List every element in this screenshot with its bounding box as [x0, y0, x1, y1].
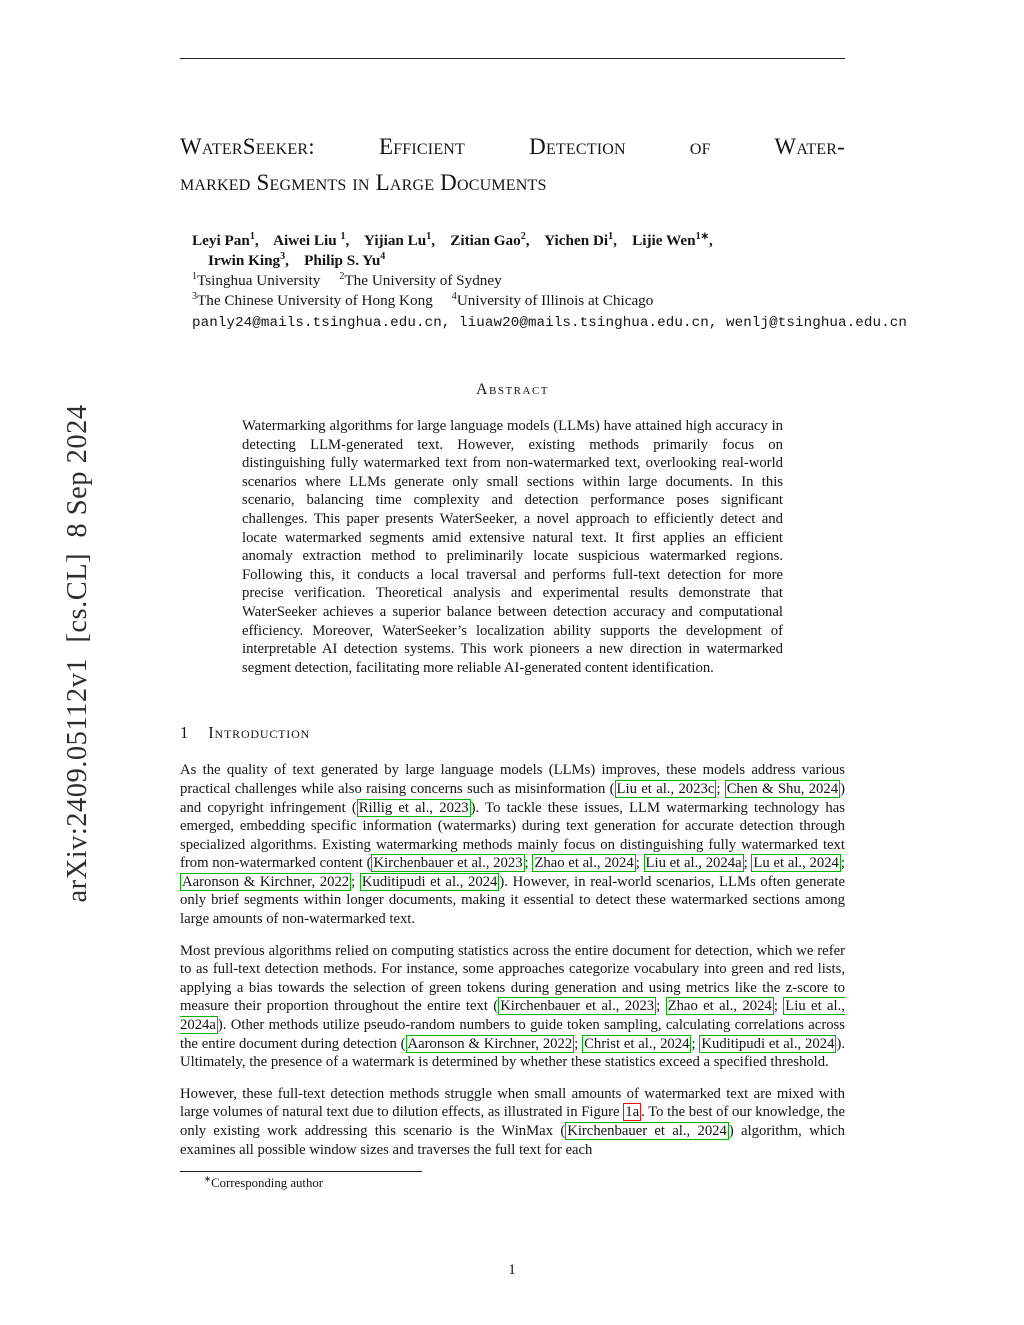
- footnote-rule: [180, 1171, 422, 1172]
- citation-link[interactable]: Aaronson & Kirchner, 2022: [182, 873, 350, 890]
- text-run: , Zitian Gao: [431, 232, 521, 249]
- citation-link[interactable]: Liu et al., 2024a: [180, 998, 845, 1034]
- paper-title: [180, 129, 845, 201]
- author-line-1: [192, 231, 845, 251]
- author-line-2: [192, 251, 845, 271]
- text-run: The University of Sydney: [344, 272, 502, 289]
- intro-paragraph-2: [180, 942, 845, 1072]
- superscript: 1∗: [695, 230, 709, 242]
- text-run: Leyi Pan: [192, 232, 250, 249]
- text-run: ;: [691, 1035, 700, 1052]
- intro-paragraph-1: [180, 761, 845, 928]
- citation-link[interactable]: Liu et al., 2024a: [645, 855, 742, 872]
- superscript: 1: [426, 230, 432, 242]
- superscript: 1: [192, 270, 198, 282]
- text-run: ;: [773, 998, 784, 1015]
- text-run: ,: [708, 232, 713, 249]
- superscript: 4: [380, 250, 386, 262]
- text-run: Corresponding author: [211, 1176, 324, 1191]
- affiliation-line-1: [192, 271, 845, 291]
- text-run: University of Illinois at Chicago: [456, 292, 654, 309]
- superscript: 3: [280, 250, 286, 262]
- text-run: As the quality of text generated by large language models (LLMs) improves, these models address various practical challenges while also raising concerns such as misinformation (: [180, 762, 845, 797]
- section-heading-introduction: [180, 723, 845, 743]
- text-run: Irwin King: [208, 252, 281, 269]
- superscript: 1: [608, 230, 614, 242]
- footnote-corresponding-author: [180, 1173, 845, 1191]
- citation-link[interactable]: Chen & Shu, 2024: [726, 780, 839, 797]
- text-run: ) and copyright infringement (: [180, 780, 845, 816]
- arxiv-watermark: [30, 404, 126, 933]
- superscript: 3: [192, 290, 198, 302]
- text-run: ;: [635, 855, 644, 872]
- superscript: ∗: [204, 1173, 212, 1184]
- superscript: 4: [451, 290, 457, 302]
- text-run: , Philip S. Yu: [285, 252, 381, 269]
- text-run: , Yijian Lu: [345, 232, 427, 249]
- citation-link[interactable]: Aaronson & Kirchner, 2022: [407, 1035, 573, 1052]
- text-run: , Yichen Di: [525, 232, 609, 249]
- figure-ref-link[interactable]: 1a: [625, 1104, 640, 1121]
- abstract-body: Watermarking algorithms for large language models (LLMs) have attained high accuracy in detecting LLM-generated text. However, existing methods primarily focus on distinguishing fully watermarked text from non-watermarked text, overlooking real-world scenarios where LLMs generate only small sections within large documents. In this scenario, balancing time complexity and detection performance poses significant challenges. This paper presents WaterSeeker, a novel approach to efficiently detect and locate watermarked segments amid extensive natural text. It first applies an efficient anomaly extraction method to preliminarily locate suspicious watermarked regions. Following this, it conducts a local traversal and performs full-text detection for more precise verification. Theoretical analysis and experimental results demonstrate that WaterSeeker achieves a superior balance between detection accuracy and computational efficiency. Moreover, WaterSeeker’s localization ability supports the development of interpretable AI detection systems. This work pioneers a new direction in watermarked segment detection, facilitating more reliable AI-generated content identification.: [242, 418, 783, 676]
- title-line-2: marked Segments in Large Documents: [180, 170, 547, 195]
- text-run: ;: [743, 855, 752, 872]
- text-run: ). However, in real-world scenarios, LLMs often generate only brief segments within longer documents, making it essential to detect these watermarked sections among large amounts of non-watermarked text.: [180, 873, 845, 928]
- text-run: The Chinese University of Hong Kong: [197, 292, 452, 309]
- citation-link[interactable]: Lu et al., 2024: [753, 855, 839, 872]
- text-run: However, these full-text detection methods struggle when small amounts of watermarked text are mixed with large volumes of natural text due to dilution effects, as illustrated in Figure: [180, 1085, 845, 1121]
- citation-link[interactable]: Kirchenbauer et al., 2023: [373, 855, 523, 872]
- abstract-section: [180, 381, 845, 677]
- authors-block: [192, 230, 907, 333]
- text-run: Tsinghua University: [197, 272, 340, 289]
- text-run: ) algorithm, which examines all possible window sizes and traverses the full text for each: [180, 1123, 845, 1158]
- section-number: 1: [180, 723, 189, 743]
- text-run: ;: [351, 873, 360, 890]
- citation-link[interactable]: Kuditipudi et al., 2024: [361, 873, 498, 890]
- superscript: 1: [249, 230, 255, 242]
- text-run: ;: [716, 780, 725, 797]
- citation-link[interactable]: Liu et al., 2023c: [616, 780, 715, 797]
- text-run: ;: [524, 855, 533, 872]
- text-run: ;: [656, 998, 666, 1015]
- section-title: Introduction: [208, 723, 311, 743]
- text-run: . To the best of our knowledge, the only existing work addressing this scenario is the WinMax (: [180, 1104, 845, 1139]
- citation-link[interactable]: Zhao et al., 2024: [667, 998, 772, 1015]
- superscript: 2: [339, 270, 345, 282]
- citation-link[interactable]: Kirchenbauer et al., 2024: [567, 1123, 727, 1139]
- text-run: , Aiwei Liu: [254, 232, 341, 249]
- text-run: ). To tackle these issues, LLM watermarking technology has emerged, embedding specific information (watermarks) during text generation for accurate detection through specialized algorithms. Existing watermarking methods mainly focus on distinguishing fully watermarked text from non-watermarked content (: [180, 799, 846, 872]
- abstract-heading: Abstract: [475, 381, 550, 398]
- citation-link[interactable]: Christ et al., 2024: [584, 1035, 690, 1052]
- citation-link[interactable]: Kuditipudi et al., 2024: [701, 1035, 835, 1052]
- arxiv-id-label: arXiv:2409.05112v1 [cs.CL] 8 Sep 2024: [62, 404, 93, 903]
- superscript: 1: [340, 230, 346, 242]
- citation-link[interactable]: Rillig et al., 2023: [358, 799, 469, 816]
- text-run: ). Ultimately, the presence of a watermark is determined by whether these statistics exceed a specified threshold.: [180, 1035, 846, 1071]
- citation-link[interactable]: Kirchenbauer et al., 2023: [500, 998, 655, 1015]
- citation-link[interactable]: Zhao et al., 2024: [534, 855, 634, 872]
- intro-paragraph-3: [180, 1085, 845, 1159]
- superscript: 2: [520, 230, 526, 242]
- title-line-1: WaterSeeker: Efficient Detection of Water-: [180, 134, 845, 159]
- text-run: ;: [574, 1035, 583, 1052]
- header-rule: [180, 58, 845, 59]
- affiliation-line-2: [192, 291, 845, 311]
- author-emails: panly24@mails.tsinghua.edu.cn, liuaw20@mails.tsinghua.edu.cn, wenlj@tsinghua.edu.cn: [192, 315, 907, 331]
- text-run: Most previous algorithms relied on computing statistics across the entire document for detection, which we refer to as full-text detection methods. For instance, some approaches categorize vocabulary into green and red lists, applying a bias towards the selection of green tokens during generation and using metrics like the z-score to measure their proportion throughout the entire text (: [180, 942, 845, 1015]
- page-number: 1: [508, 1262, 516, 1278]
- text-run: , Lijie Wen: [613, 232, 696, 249]
- text-run: ). Other methods utilize pseudo-random numbers to guide token sampling, calculating correlations across the entire document during detection (: [180, 1017, 845, 1052]
- text-run: ;: [840, 855, 845, 872]
